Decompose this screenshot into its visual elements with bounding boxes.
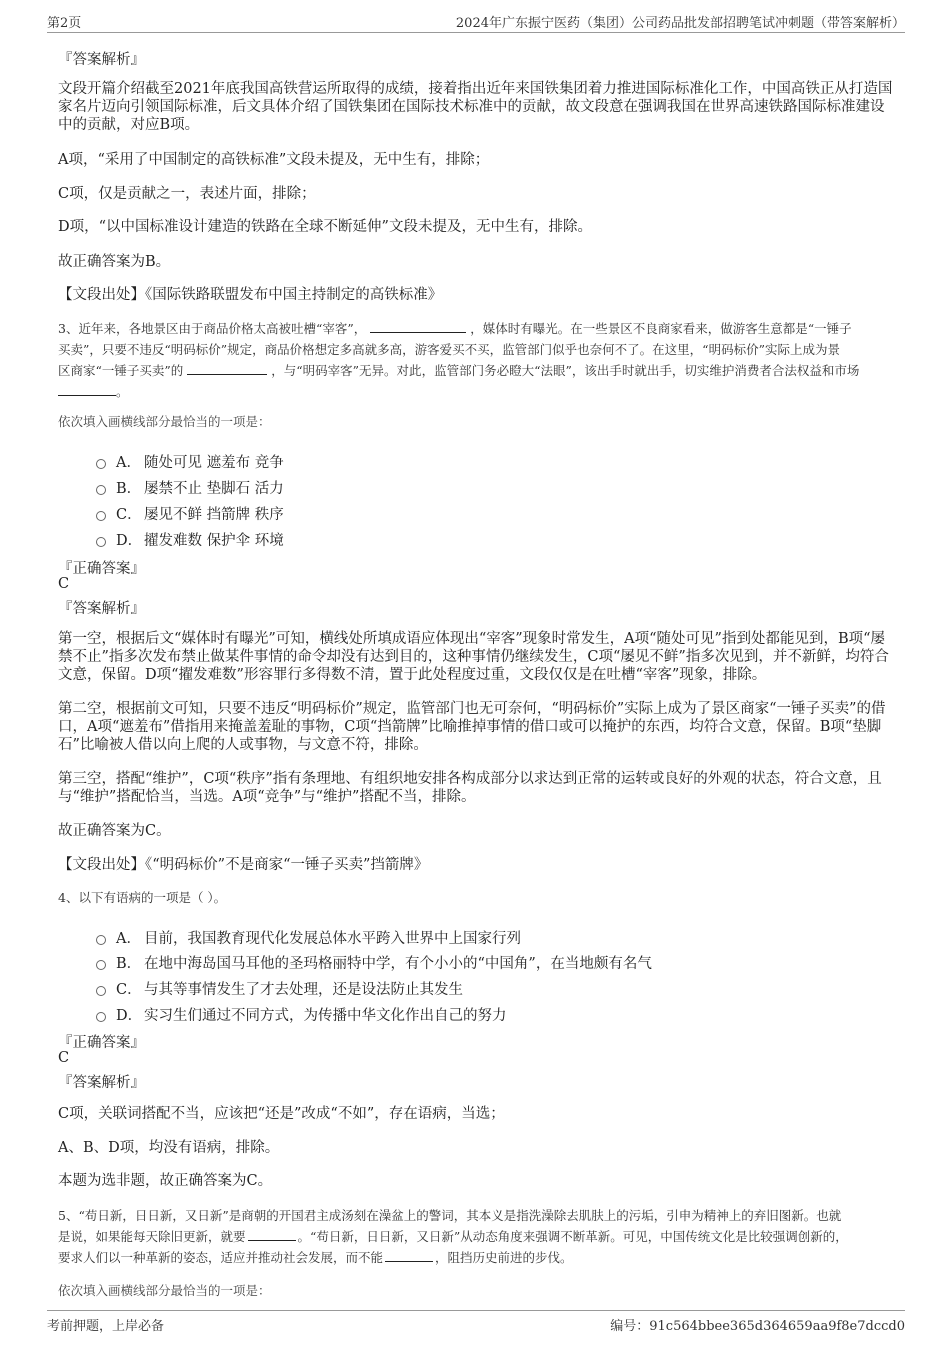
footer-slogan: 考前押题，上岸必备	[47, 1319, 165, 1334]
q5-line-1: 5、“苟日新，日日新，又日新”是商朝的开国君主成汤刻在澡盆上的警词，其本义是指洗澡除去肌肤上的污垢，引申为精神上的弃旧图新。也就	[58, 1208, 842, 1223]
q3-analysis-blank-1: 第一空，根据后文“媒体时有曝光”可知，横线处所填成语应体现出“宰客”现象时常发生，A项“随处可见”指到处都能见到，B项“屡禁不止”指多次发布禁止做某件事情的命令却没有达到目的，这种事情仍继续发生，C项“屡见不鲜”指多次见到，并不新鲜，均符合文意，保留。D项“擢发难数”形容罪行多得数不清，置于此处程度过重，文段仅仅是在吐槽“宰客”现象，排除。	[58, 631, 889, 683]
radio-button[interactable]	[96, 459, 106, 469]
radio-button[interactable]	[96, 511, 106, 521]
radio-button[interactable]	[96, 485, 106, 495]
q3-stem	[58, 318, 898, 402]
q3-line-3: 区商家“一锤子买卖”的 ，与“明码宰客”无异。对此，监管部门务必瞪大“法眼”，该出手时就出手，切实维护消费者合法权益和市场	[58, 360, 898, 381]
q2-option-d-analysis: D项，“以中国标准设计建造的铁路在全球不断延伸”文段未提及，无中生有，排除。	[58, 219, 592, 235]
radio-button[interactable]	[96, 935, 106, 945]
q4-stem: 4、以下有语病的一项是（ ）。	[58, 890, 227, 905]
q4-option-d[interactable]: D． 实习生们通过不同方式，为传播中华文化作出自己的努力	[96, 1004, 507, 1025]
q4-analysis-label: 『答案解析』	[58, 1075, 145, 1091]
q4-conclusion: 本题为选非题，故正确答案为C。	[58, 1173, 273, 1189]
q2-option-a-analysis: A项，“采用了中国制定的高铁标准”文段未提及，无中生有，排除；	[58, 152, 490, 168]
q3-analysis-blank-2: 第二空，根据前文可知，只要不违反“明码标价”规定，监管部门也无可奈何，“明码标价”实际上成为了景区商家“一锤子买卖”的借口，A项“遮羞布”借指用来掩盖羞耻的事物，C项“挡箭牌”比喻推掉事情的借口或可以掩护的东西，均符合文意，保留。B项“垫脚石”比喻被人借以向上爬的人或事物，与文意不符，排除。	[58, 701, 886, 753]
q5-line-2: 是说，如果能每天除旧更新，就要 。“苟日新，日日新，又日新”从动态角度来强调不断革新。可见，中国传统文化是比较强调创新的，	[58, 1226, 898, 1247]
q4-correct-answer: C	[58, 1050, 70, 1066]
q3-source: 【文段出处】《“明码标价”不是商家“一锤子买卖”挡箭牌》	[58, 857, 429, 873]
document-title: 2024年广东振宁医药（集团）公司药品批发部招聘笔试冲刺题（带答案解析）	[455, 16, 905, 31]
q4-analysis-abd: A、B、D项，均没有语病，排除。	[58, 1140, 280, 1156]
q3-instruction: 依次填入画横线部分最恰当的一项是：	[58, 414, 271, 429]
blank-1	[248, 1226, 296, 1241]
q4-analysis-c: C项，关联词搭配不当，应该把“还是”改成“不如”，存在语病，当选；	[58, 1106, 505, 1122]
q5-instruction: 依次填入画横线部分最恰当的一项是：	[58, 1283, 271, 1298]
q4-correct-answer-label: 『正确答案』	[58, 1035, 145, 1051]
blank-2	[187, 360, 267, 375]
q4-option-a[interactable]: A． 目前，我国教育现代化发展总体水平跨入世界中上国家行列	[96, 927, 521, 948]
q2-analysis-label: 『答案解析』	[58, 52, 145, 68]
page-footer	[47, 1310, 905, 1335]
q3-line-4: 。	[58, 381, 898, 402]
radio-button[interactable]	[96, 537, 106, 547]
radio-button[interactable]	[96, 1012, 106, 1022]
q3-conclusion: 故正确答案为C。	[58, 823, 171, 839]
q5-stem	[58, 1205, 898, 1268]
radio-button[interactable]	[96, 960, 106, 970]
q3-option-a[interactable]: A． 随处可见 遮羞布 竞争	[96, 451, 284, 472]
q3-option-c[interactable]: C． 屡见不鲜 挡箭牌 秩序	[96, 503, 284, 524]
q2-analysis-text: 文段开篇介绍截至2021年底我国高铁营运所取得的成绩，接着指出近年来国铁集团着力推进国际标准化工作，中国高铁正从打造国家名片迈向引领国际标准，后文具体介绍了国铁集团在国际技术标准中的贡献，故文段意在强调我国在世界高速铁路国际标准建设中的贡献，对应B项。	[58, 81, 893, 133]
radio-button[interactable]	[96, 986, 106, 996]
page-header	[47, 12, 905, 33]
q2-source: 【文段出处】《国际铁路联盟发布中国主持制定的高铁标准》	[58, 287, 443, 303]
blank-2	[385, 1247, 433, 1262]
q4-option-b[interactable]: B． 在地中海岛国马耳他的圣玛格丽特中学，有个小小的“中国角”，在当地颇有名气	[96, 952, 652, 973]
q3-correct-answer-label: 『正确答案』	[58, 561, 145, 577]
document-id: 编号：91c564bbee365d364659aa9f8e7dccd0	[610, 1319, 905, 1334]
q4-option-c[interactable]: C． 与其等事情发生了才去处理，还是设法防止其发生	[96, 978, 463, 999]
q5-line-3: 要求人们以一种革新的姿态，适应并推动社会发展，而不能 ，阻挡历史前进的步伐。	[58, 1247, 898, 1268]
q2-option-c-analysis: C项，仅是贡献之一，表述片面，排除；	[58, 186, 316, 202]
blank-3	[58, 381, 116, 396]
q3-line-1: 3、近年来，各地景区由于商品价格太高被吐槽“宰客”， ，媒体时有曝光。在一些景区不良商家看来，做游客生意都是“一锤子	[58, 318, 898, 339]
page-number: 第2页	[47, 16, 82, 31]
q3-line-2: 买卖”，只要不违反“明码标价”规定，商品价格想定多高就多高，游客爱买不买，监管部门似乎也奈何不了。在这里，“明码标价”实际上成为景	[58, 342, 840, 357]
q3-option-b[interactable]: B． 屡禁不止 垫脚石 活力	[96, 477, 284, 498]
q3-analysis-label: 『答案解析』	[58, 601, 145, 617]
q2-conclusion: 故正确答案为B。	[58, 254, 171, 270]
blank-1	[370, 318, 466, 333]
q3-analysis-blank-3: 第三空，搭配“维护”，C项“秩序”指有条理地、有组织地安排各构成部分以求达到正常的运转或良好的外观的状态，符合文意，且与“维护”搭配恰当，当选。A项“竞争”与“维护”搭配不当，排除。	[58, 771, 882, 805]
q3-correct-answer: C	[58, 576, 70, 592]
q3-option-d[interactable]: D． 擢发难数 保护伞 环境	[96, 529, 284, 550]
